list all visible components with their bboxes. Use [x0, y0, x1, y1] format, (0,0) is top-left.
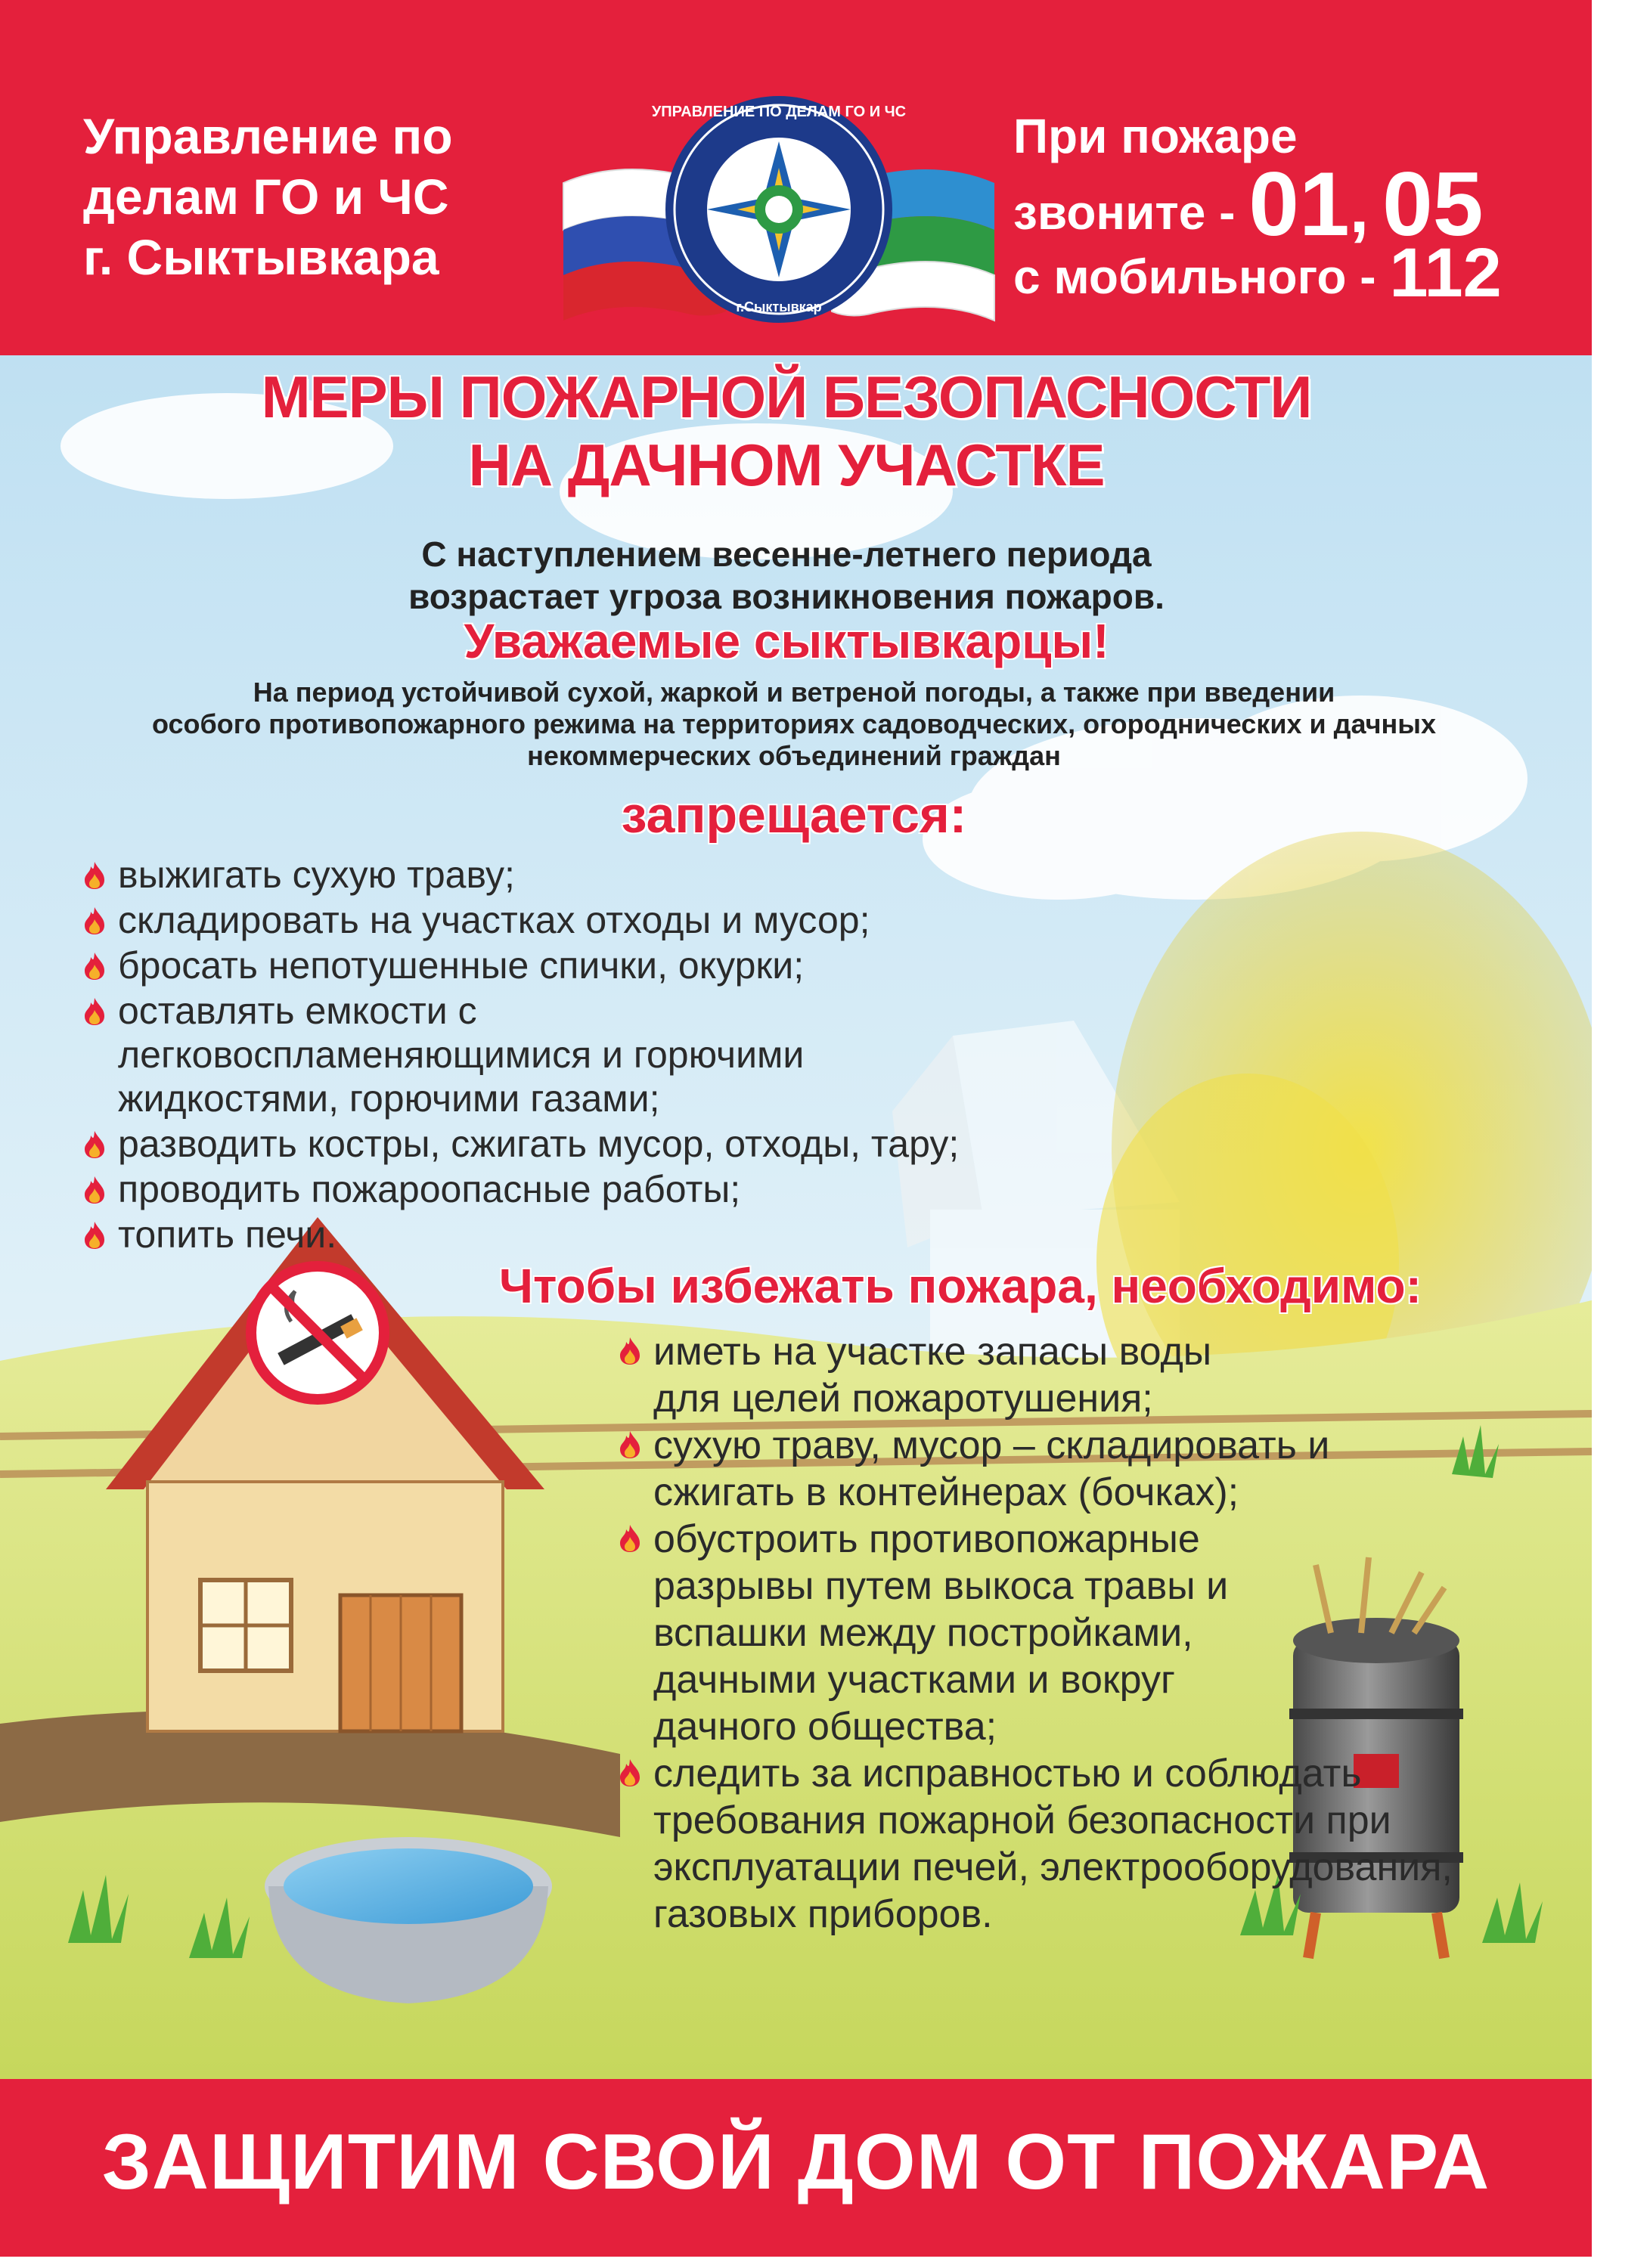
flame-bullet-icon — [617, 1336, 643, 1366]
list-item-text: бросать непотушенные спички, окурки; — [118, 944, 805, 987]
note-line: некоммерческих объединений граждан — [527, 740, 1061, 771]
required-list — [617, 1328, 1562, 1938]
list-item-text: следить за исправностью и соблюдать требования пожарной безопасности при эксплуатации печей, электрооборудования, газовых приборов. — [653, 1752, 1453, 1936]
list-item — [617, 1328, 1562, 1422]
flame-bullet-icon — [82, 1175, 107, 1205]
call-line-3 — [1013, 234, 1573, 311]
call-number-01: 01 — [1248, 153, 1350, 255]
emblem-city-text: г.Сыктывкар — [736, 299, 822, 314]
list-item-text: обустроить противопожарные разрывы путем выкоса травы и вспашки между постройками, дачными участками и вокруг дачного общества; — [653, 1517, 1229, 1749]
call-number-05: 05 — [1382, 153, 1484, 255]
flame-bullet-icon — [617, 1430, 643, 1460]
list-item — [617, 1516, 1562, 1750]
poster-title — [151, 363, 1422, 499]
org-line: г. Сыктывкара — [83, 229, 439, 285]
title-line: НА ДАЧНОМ УЧАСТКЕ — [468, 432, 1105, 498]
list-item — [82, 853, 1216, 897]
flame-bullet-icon — [82, 1129, 107, 1160]
list-item — [617, 1422, 1562, 1516]
footer-slogan: ЗАЩИТИМ СВОЙ ДОМ ОТ ПОЖАРА — [101, 2118, 1490, 2206]
flame-bullet-icon — [82, 1220, 107, 1250]
list-item — [82, 1122, 1216, 1166]
flame-bullet-icon — [82, 996, 107, 1027]
flame-bullet-icon — [82, 906, 107, 936]
list-item-text: сухую траву, мусор – складировать и сжигать в контейнерах (бочках); — [653, 1424, 1330, 1514]
forbidden-heading: запрещается: — [621, 786, 967, 844]
org-line: делам ГО и ЧС — [83, 169, 449, 225]
flame-bullet-icon — [617, 1758, 643, 1788]
no-smoking-sign-icon — [246, 1261, 389, 1405]
mobile-number: 112 — [1389, 234, 1502, 311]
org-line: Управление по — [83, 108, 453, 164]
list-item — [82, 898, 1216, 942]
title-line: МЕРЫ ПОЖАРНОЙ БЕЗОПАСНОСТИ — [261, 364, 1312, 430]
greeting: Уважаемые сыктывкарцы! — [464, 614, 1109, 668]
period-note — [15, 677, 1573, 772]
list-item — [82, 989, 1222, 1120]
list-item — [617, 1750, 1562, 1938]
list-item-text: выжигать сухую траву; — [118, 854, 515, 896]
note-line: На период устойчивой сухой, жаркой и ветреной погоды, а также при введении — [253, 677, 1335, 708]
emblem-ring-text: УПРАВЛЕНИЕ ПО ДЕЛАМ ГО И ЧС — [651, 104, 907, 120]
flame-bullet-icon — [82, 860, 107, 891]
note-line: особого противопожарного режима на территориях садоводческих, огороднических и дачных — [151, 708, 1437, 739]
list-item-text: оставлять емкости с легковоспламеняющимися и горючими жидкостями, горючими газами; — [118, 990, 805, 1120]
call-line-2 — [1013, 153, 1573, 255]
list-item-text: разводить костры, сжигать мусор, отходы, тару; — [118, 1123, 960, 1165]
list-item — [82, 1167, 1216, 1211]
list-item-text: проводить пожароопасные работы; — [118, 1168, 741, 1210]
list-item-text: складировать на участках отходы и мусор; — [118, 899, 870, 941]
forbidden-list — [82, 853, 1216, 1258]
emergency-phone-block — [1013, 106, 1573, 311]
flame-bullet-icon — [82, 951, 107, 981]
organization-name — [83, 106, 507, 287]
mchs-emblem — [556, 85, 1002, 334]
intro-text — [189, 533, 1384, 618]
list-item — [82, 1213, 1216, 1256]
mobile-prefix: с мобильного - — [1013, 249, 1376, 304]
call-prefix: звоните - — [1013, 185, 1236, 240]
required-heading: Чтобы избежать пожара, необходимо: — [499, 1259, 1422, 1313]
list-item — [82, 943, 1216, 987]
intro-line: возрастает угроза возникновения пожаров. — [408, 577, 1165, 616]
intro-line: С наступлением весенне-летнего периода — [421, 534, 1152, 574]
list-item-text: иметь на участке запасы воды для целей пожаротушения; — [653, 1330, 1212, 1421]
list-item-text: топить печи. — [118, 1213, 337, 1256]
flame-bullet-icon — [617, 1523, 643, 1554]
call-line-1: При пожаре — [1013, 109, 1298, 163]
call-separator: , — [1349, 170, 1369, 247]
